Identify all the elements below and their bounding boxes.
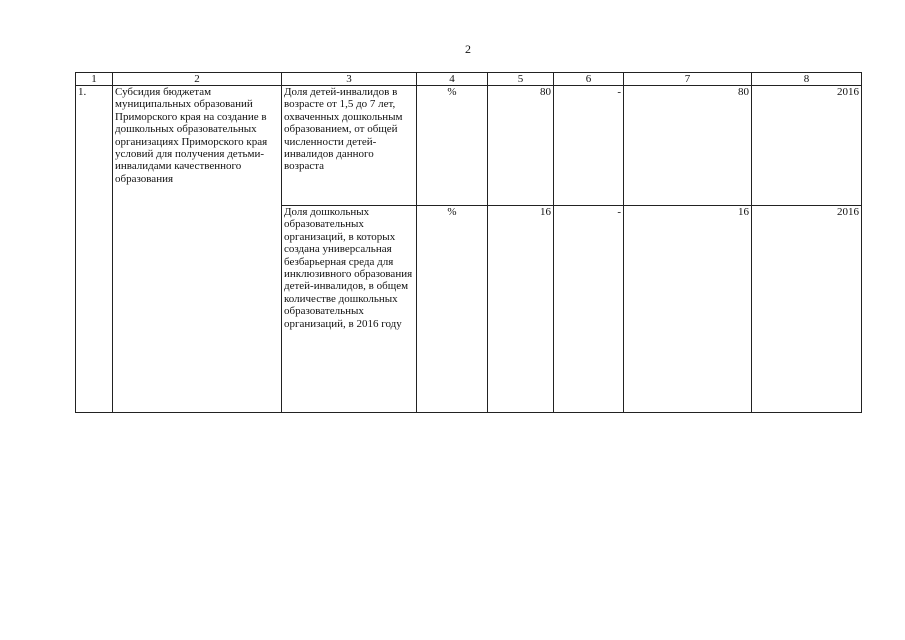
header-col-5: 5: [488, 73, 554, 86]
page-number: 2: [465, 42, 471, 56]
header-col-1: 1: [76, 73, 113, 86]
indicator-year: 2016: [752, 86, 862, 206]
header-col-8: 8: [752, 73, 862, 86]
header-col-7: 7: [624, 73, 752, 86]
indicator-value-col5: 80: [488, 86, 554, 206]
header-row: [76, 73, 862, 86]
indicator-value-col6: -: [554, 86, 624, 206]
subsidy-description: Субсидия бюджетам муниципальных образований Приморского края на создание в дошкольных образовательных организациях Приморского края условий для получения детьми-инвалидами качественного образования: [113, 86, 282, 413]
indicator-value-col6: -: [554, 206, 624, 413]
indicator-year: 2016: [752, 206, 862, 413]
indicator-value-col7: 16: [624, 206, 752, 413]
indicator-value-col5: 16: [488, 206, 554, 413]
header-col-3: 3: [282, 73, 417, 86]
table-row: [76, 86, 862, 206]
indicator-value-col7: 80: [624, 86, 752, 206]
indicator-unit: %: [417, 206, 488, 413]
subsidy-indicators-table: [75, 72, 862, 413]
header-col-6: 6: [554, 73, 624, 86]
indicator-name: Доля дошкольных образовательных организаций, в которых создана универсальная безбарьерная среда для инклюзивного образования детей-инвалидов, в общем количестве дошкольных образовательных организаций, в 2016 году: [282, 206, 417, 413]
indicator-unit: %: [417, 86, 488, 206]
row-number: 1.: [76, 86, 113, 413]
header-col-4: 4: [417, 73, 488, 86]
header-col-2: 2: [113, 73, 282, 86]
indicator-name: Доля детей-инвалидов в возрасте от 1,5 до 7 лет, охваченных дошкольным образованием, от общей численности детей-инвалидов данного возраста: [282, 86, 417, 206]
